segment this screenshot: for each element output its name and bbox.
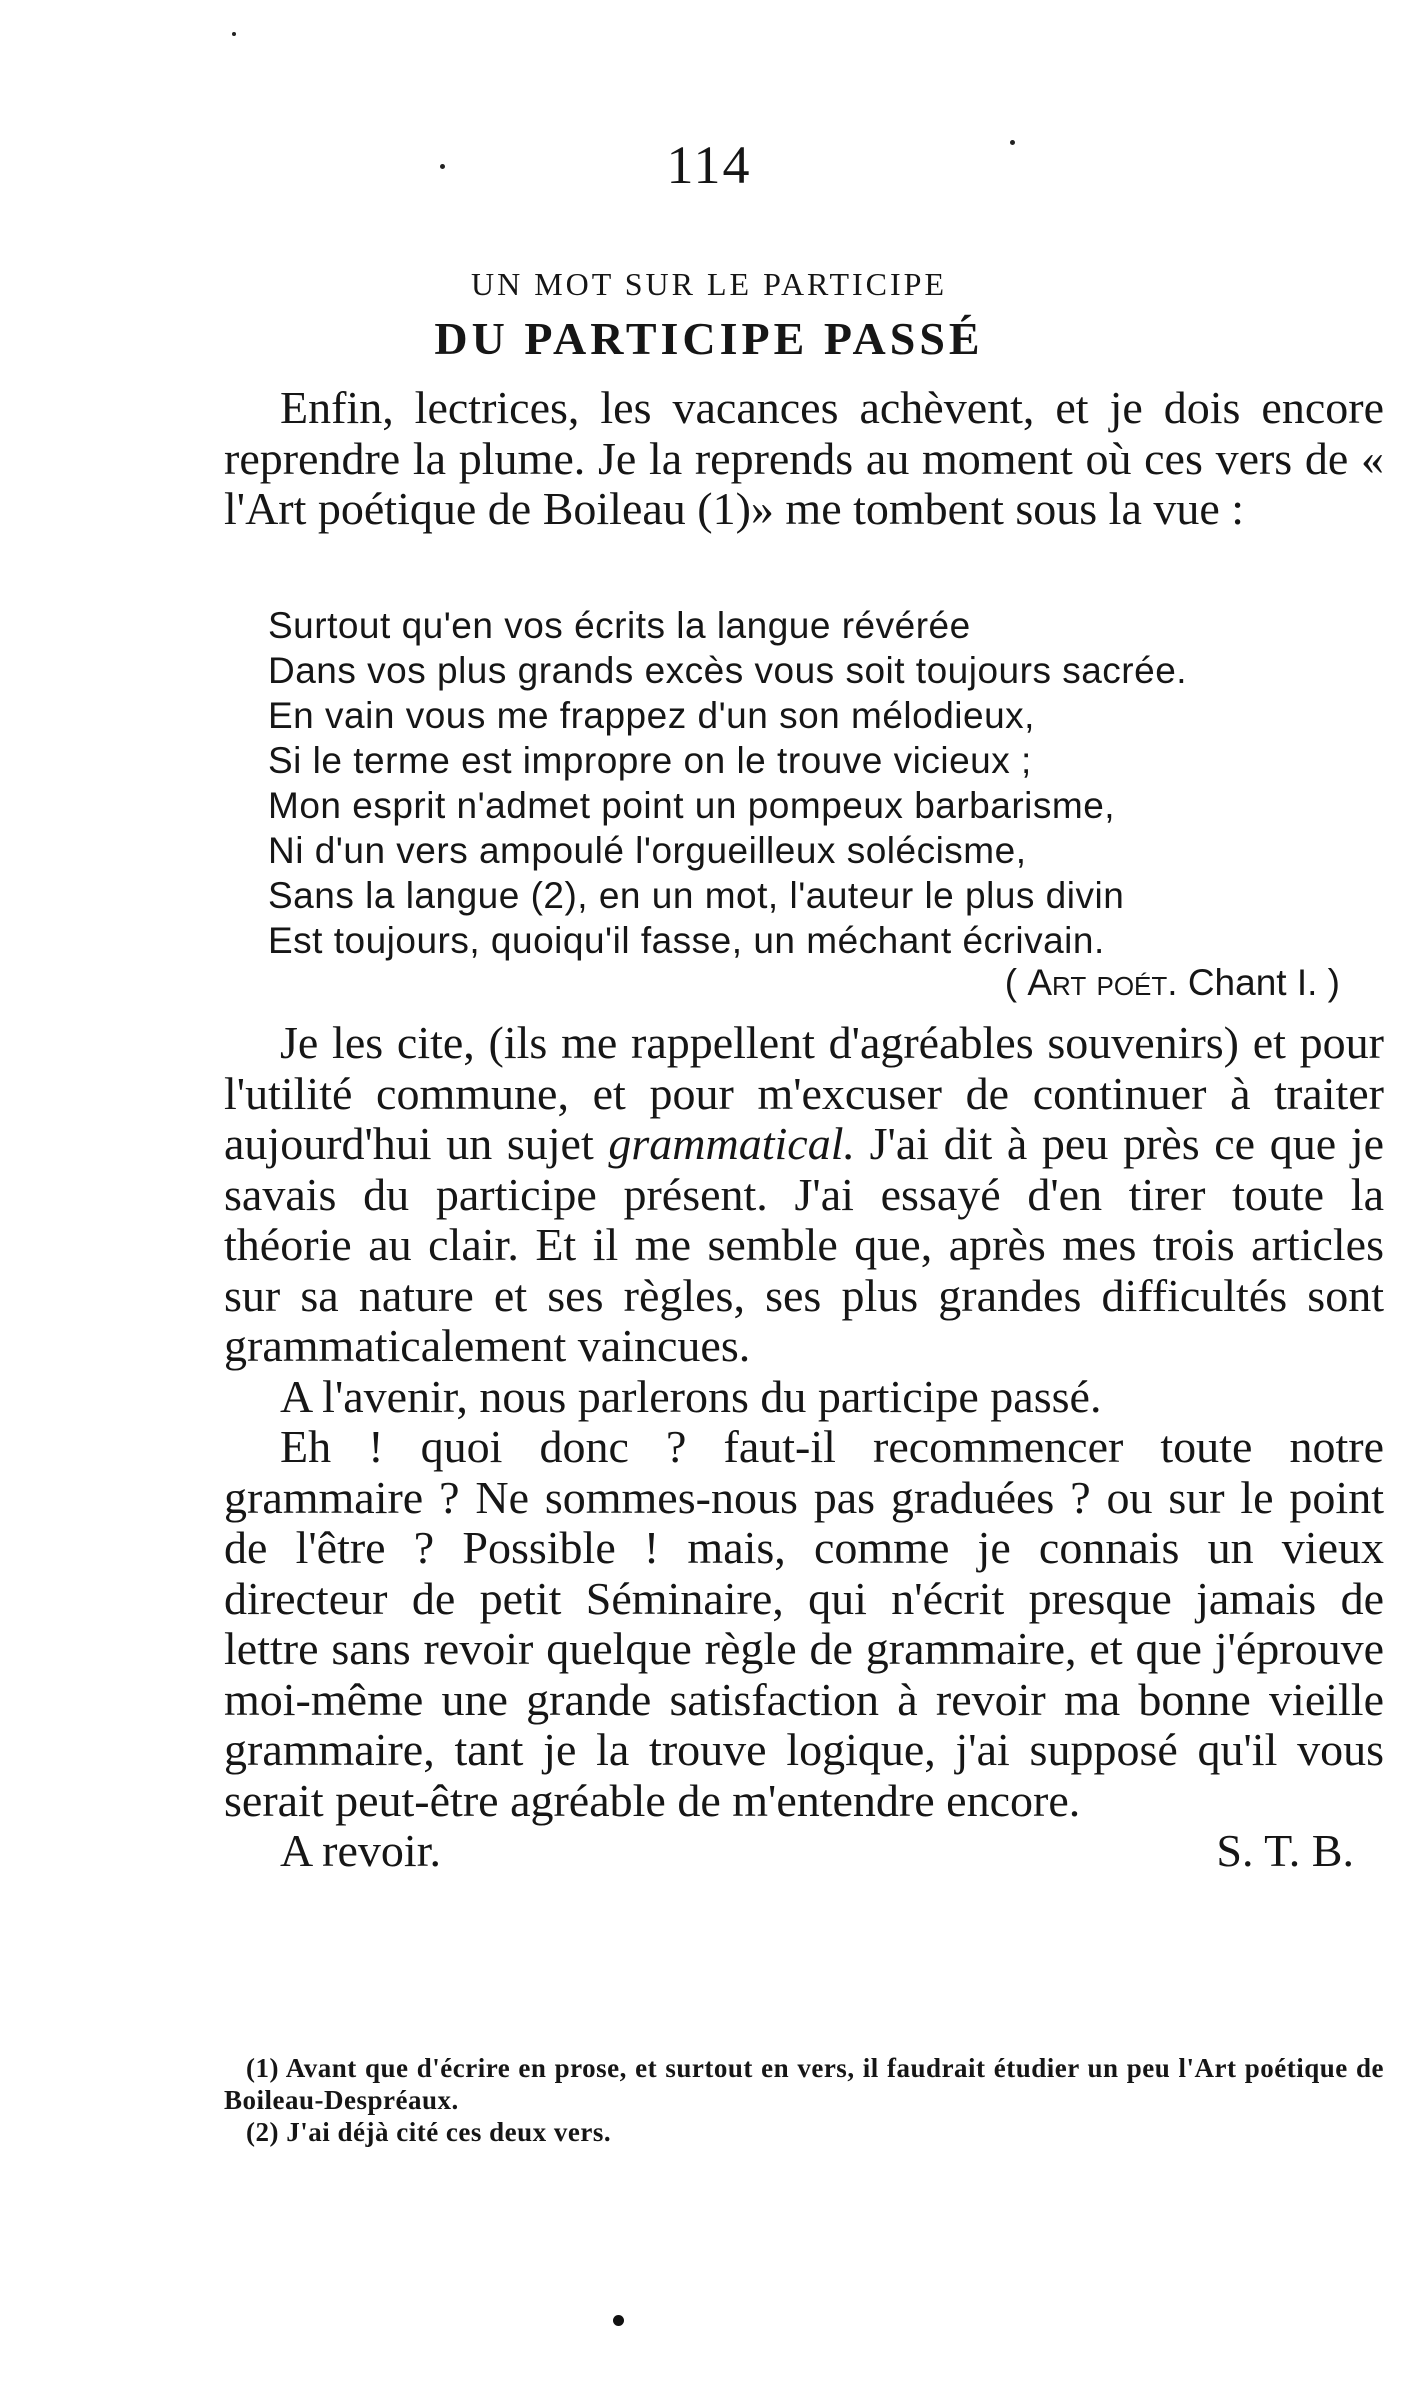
article-subtitle: DU PARTICIPE PASSÉ	[434, 313, 984, 364]
poem-citation	[0, 960, 1340, 1005]
poem-line: En vain vous me frappez d'un son mélodieux,	[268, 695, 1035, 736]
poem-line: Surtout qu'en vos écrits la langue révérée	[268, 605, 971, 646]
poem-line: Ni d'un vers ampoulé l'orgueilleux solécisme,	[268, 830, 1027, 871]
paragraph: A l'avenir, nous parlerons du participe passé.	[280, 1370, 1102, 1422]
signature: S. T. B.	[1216, 1825, 1354, 1876]
quoted-poem	[268, 603, 1388, 963]
paragraph	[224, 1018, 1384, 1372]
footnote: (2) J'ai déjà cité ces deux vers.	[246, 2117, 612, 2147]
article-title: UN MOT SUR LE PARTICIPE	[470, 266, 948, 302]
poem-line: Mon esprit n'admet point un pompeux barbarisme,	[268, 785, 1116, 826]
main-text	[224, 1018, 1384, 1877]
footnote: (1) Avant que d'écrire en prose, et surtout en vers, il faudrait étudier un peu l'Art poétique de Boileau-Despréaux.	[224, 2053, 1384, 2115]
intro-section	[224, 383, 1384, 535]
citation-open: (	[1004, 962, 1028, 1003]
poem-line: Si le terme est impropre on le trouve vicieux ;	[268, 740, 1032, 781]
ink-dot	[613, 2315, 624, 2326]
paragraph: Eh ! quoi donc ? faut-il recommencer toute notre grammaire ? Ne sommes-nous pas graduées ? ou sur le point de l'être ? Possible ! mais, comme je connais un vieux directeur de petit Séminaire, qui n'écrit presque jamais de lettre sans revoir quelque règle de grammaire, et que j'éprouve moi-même une grande satisfaction à revoir ma bonne vieille grammaire, tant je la trouve logique, j'ai supposé qu'il vous serait peut-être agréable de m'entendre encore.	[224, 1421, 1384, 1826]
ink-speck	[232, 32, 236, 36]
citation-chant: Chant I. )	[1177, 962, 1340, 1003]
italic-word: grammatical.	[608, 1118, 855, 1169]
poem-line: Dans vos plus grands excès vous soit toujours sacrée.	[268, 650, 1188, 691]
signoff	[224, 1826, 1384, 1877]
footnotes	[224, 2052, 1384, 2148]
page-number: 114	[666, 135, 752, 195]
paragraph-text: Je les cite, (ils me rappellent d'agréables souvenirs) et pour l'utilité commune, et pour m'excuser de continuer à traiter aujourd'hui un sujet	[224, 1017, 1384, 1169]
poem-line: Sans la langue (2), en un mot, l'auteur le plus divin	[268, 875, 1125, 916]
poem-line: Est toujours, quoiqu'il fasse, un méchant écrivain.	[268, 920, 1105, 961]
intro-paragraph: Enfin, lectrices, les vacances achèvent, et je dois encore reprendre la plume. Je la reprends au moment où ces vers de « l'Art poétique de Boileau (1)» me tombent sous la vue :	[224, 382, 1384, 534]
paragraph-text: J'ai dit à peu près ce que je savais du participe présent. J'ai essayé d'en tirer toute la théorie au clair. Et il me semble que, après mes trois articles sur sa nature et ses règles, ses plus grandes difficultés sont grammaticalement vaincues.	[224, 1118, 1384, 1371]
closing: A revoir.	[280, 1825, 441, 1876]
citation-source: Art poét.	[1027, 962, 1178, 1003]
